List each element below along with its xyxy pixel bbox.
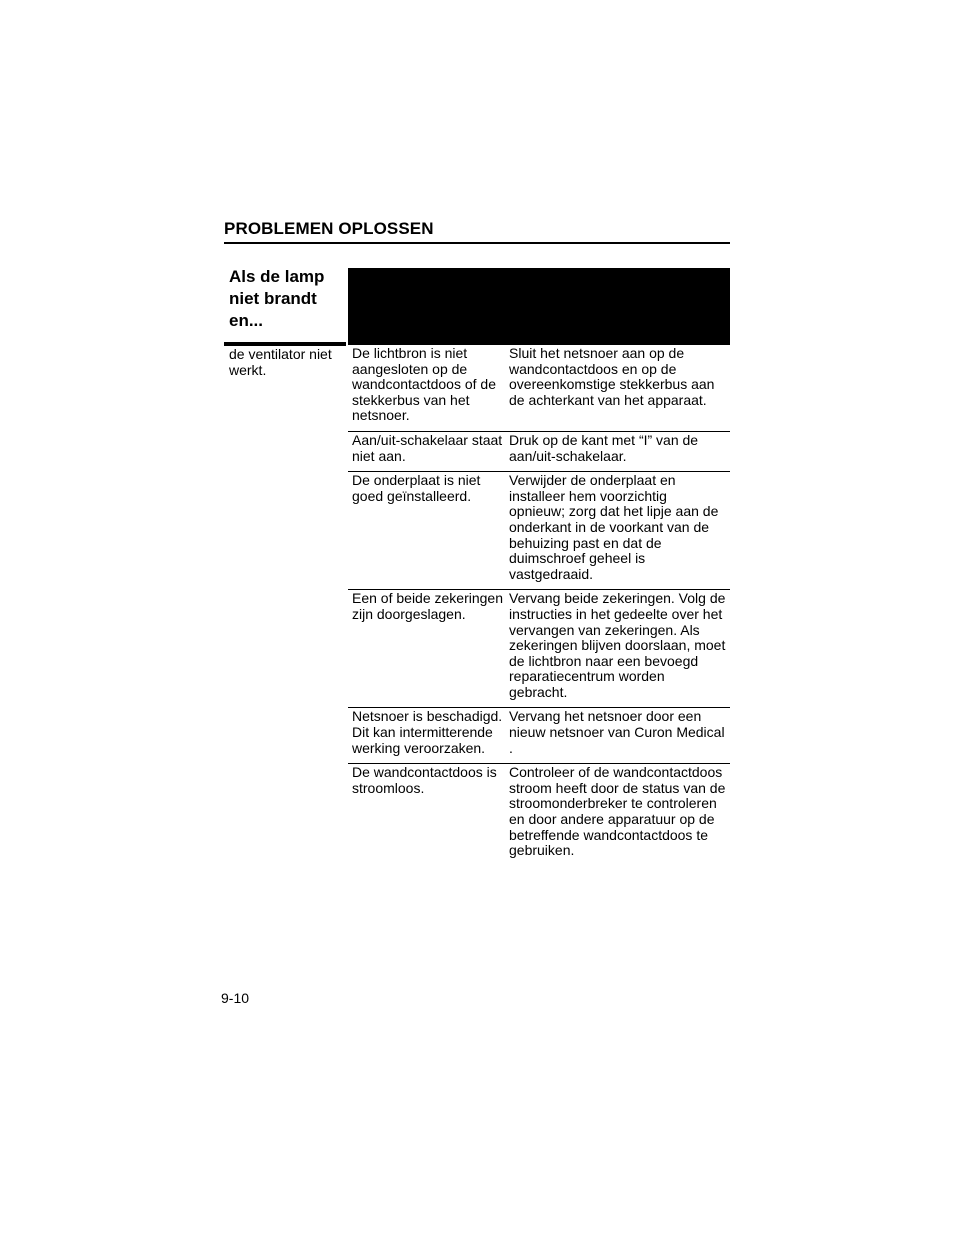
solution-cell: Vervang beide zekeringen. Volg de instructies in het gedeelte over het vervangen van zekeringen. Als zekeringen blijven doorslaan, moet de lichtbron naar een bevoegd reparatiecentrum worden gebracht. bbox=[509, 590, 726, 700]
solution-cell: Sluit het netsnoer aan op de wandcontactdoos en op de overeenkomstige stekkerbus aan de achterkant van het apparaat. bbox=[509, 345, 715, 408]
solution-cell: Controleer of de wandcontactdoos stroom heeft door de status van de stroomonderbreker te controleren en door andere apparatuur op de betreffende wandcontactdoos te gebruiken. bbox=[509, 764, 726, 859]
cause-cell: Een of beide zekeringen zijn doorgeslagen. bbox=[352, 590, 503, 622]
solution-cell: Verwijder de onderplaat en installeer hem voorzichtig opnieuw; zorg dat het lipje aan de onderkant in de voorkant van de behuizing past en dat de duimschroef geheel is vastgedraaid. bbox=[509, 472, 719, 582]
condition-cell: de ventilator niet werkt. bbox=[229, 346, 332, 378]
table-row bbox=[348, 708, 730, 764]
column-header-condition: Als de lamp niet brandt en... bbox=[229, 267, 325, 330]
cause-cell: De onderplaat is niet goed geïnstalleerd. bbox=[352, 472, 481, 504]
troubleshooting-table bbox=[348, 345, 730, 866]
page-number: 9-10 bbox=[221, 990, 250, 1006]
table-row bbox=[348, 590, 730, 708]
table-row bbox=[348, 432, 730, 472]
solution-cell: Vervang het netsnoer door een nieuw netsnoer van Curon Medical . bbox=[509, 708, 725, 756]
table-row bbox=[348, 472, 730, 590]
table-header-bar bbox=[348, 268, 730, 345]
section-title: PROBLEMEN OPLOSSEN bbox=[224, 219, 434, 238]
cause-cell: De lichtbron is niet aangesloten op de wandcontactdoos of de stekkerbus van het netsnoer. bbox=[352, 345, 496, 424]
table-row bbox=[348, 345, 730, 432]
cause-cell: Aan/uit-schakelaar staat niet aan. bbox=[352, 431, 503, 464]
cause-cell: Netsnoer is beschadigd. Dit kan intermitterende werking veroorzaken. bbox=[352, 708, 503, 756]
title-rule bbox=[224, 242, 730, 244]
table-row bbox=[348, 764, 730, 866]
solution-cell: Druk op de kant met “I” van de aan/uit-schakelaar. bbox=[509, 431, 699, 464]
cause-cell: De wandcontactdoos is stroomloos. bbox=[352, 764, 497, 796]
